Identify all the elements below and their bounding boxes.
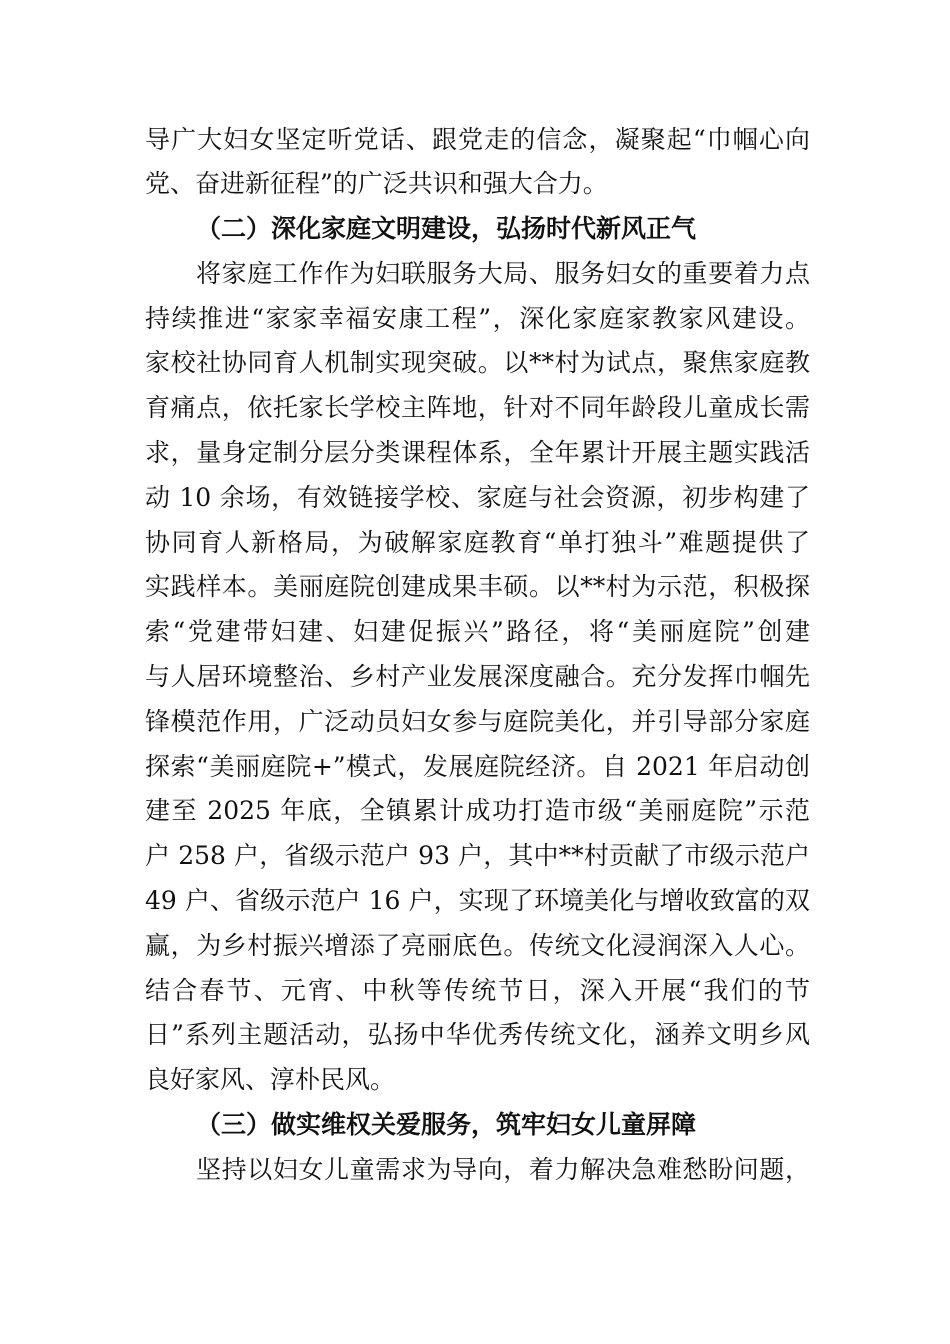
- body-text-line: 导广大妇女坚定听党话、跟党走的信念，凝聚起“巾帼心向: [145, 125, 810, 154]
- body-text-line: 探索“美丽庭院+”模式，发展庭院经济。自 2021 年启动创: [145, 752, 810, 781]
- body-text-line: 赢，为乡村振兴增添了亮丽底色。传统文化浸润深入人心。: [145, 931, 810, 960]
- body-text-line: 结合春节、元宵、中秋等传统节日，深入开展“我们的节: [145, 976, 810, 1005]
- body-text-line: 家校社协同育人机制实现突破。以**村为试点，聚焦家庭教: [145, 348, 810, 377]
- body-text-line: 49 户、省级示范户 16 户，实现了环境美化与增收致富的双: [145, 886, 810, 915]
- section-heading-3: （三）做实维权关爱服务，筑牢妇女儿童屏障: [196, 1110, 697, 1139]
- body-text-line: 锋模范作用，广泛动员妇女参与庭院美化，并引导部分家庭: [145, 707, 810, 736]
- section-heading-2: （二）深化家庭文明建设，弘扬时代新风正气: [196, 214, 697, 243]
- paragraph-first-line: 将家庭工作作为妇联服务大局、服务妇女的重要着力点: [196, 259, 810, 288]
- body-text-line: 户 258 户，省级示范户 93 户，其中**村贡献了市级示范户: [145, 841, 810, 870]
- body-text-line: 日”系列主题活动，弘扬中华优秀传统文化，涵养文明乡风: [145, 1020, 810, 1049]
- body-text-line: 实践样本。美丽庭院创建成果丰硕。以**村为示范，积极探: [145, 572, 810, 601]
- body-text-line: 与人居环境整治、乡村产业发展深度融合。充分发挥巾帼先: [145, 662, 810, 691]
- body-text-line: 求，量身定制分层分类课程体系，全年累计开展主题实践活: [145, 438, 810, 467]
- body-text-line: 建至 2025 年底，全镇累计成功打造市级“美丽庭院”示范: [145, 796, 810, 825]
- body-text-line: 育痛点，依托家长学校主阵地，针对不同年龄段儿童成长需: [145, 393, 810, 422]
- body-text-line: 协同育人新格局，为破解家庭教育“单打独斗”难题提供了: [145, 528, 810, 557]
- body-text-line: 索“党建带妇建、妇建促振兴”路径，将“美丽庭院”创建: [145, 617, 810, 646]
- body-text-line: 良好家风、淳朴民风。: [145, 1065, 396, 1094]
- paragraph-first-line: 坚持以妇女儿童需求为导向，着力解决急难愁盼问题，: [196, 1155, 810, 1184]
- body-text-line: 持续推进“家家幸福安康工程”，深化家庭家教家风建设。: [145, 304, 810, 333]
- body-text-line: 动 10 余场，有效链接学校、家庭与社会资源，初步构建了: [145, 483, 810, 512]
- body-text-line: 党、奋进新征程”的广泛共识和强大合力。: [145, 169, 608, 198]
